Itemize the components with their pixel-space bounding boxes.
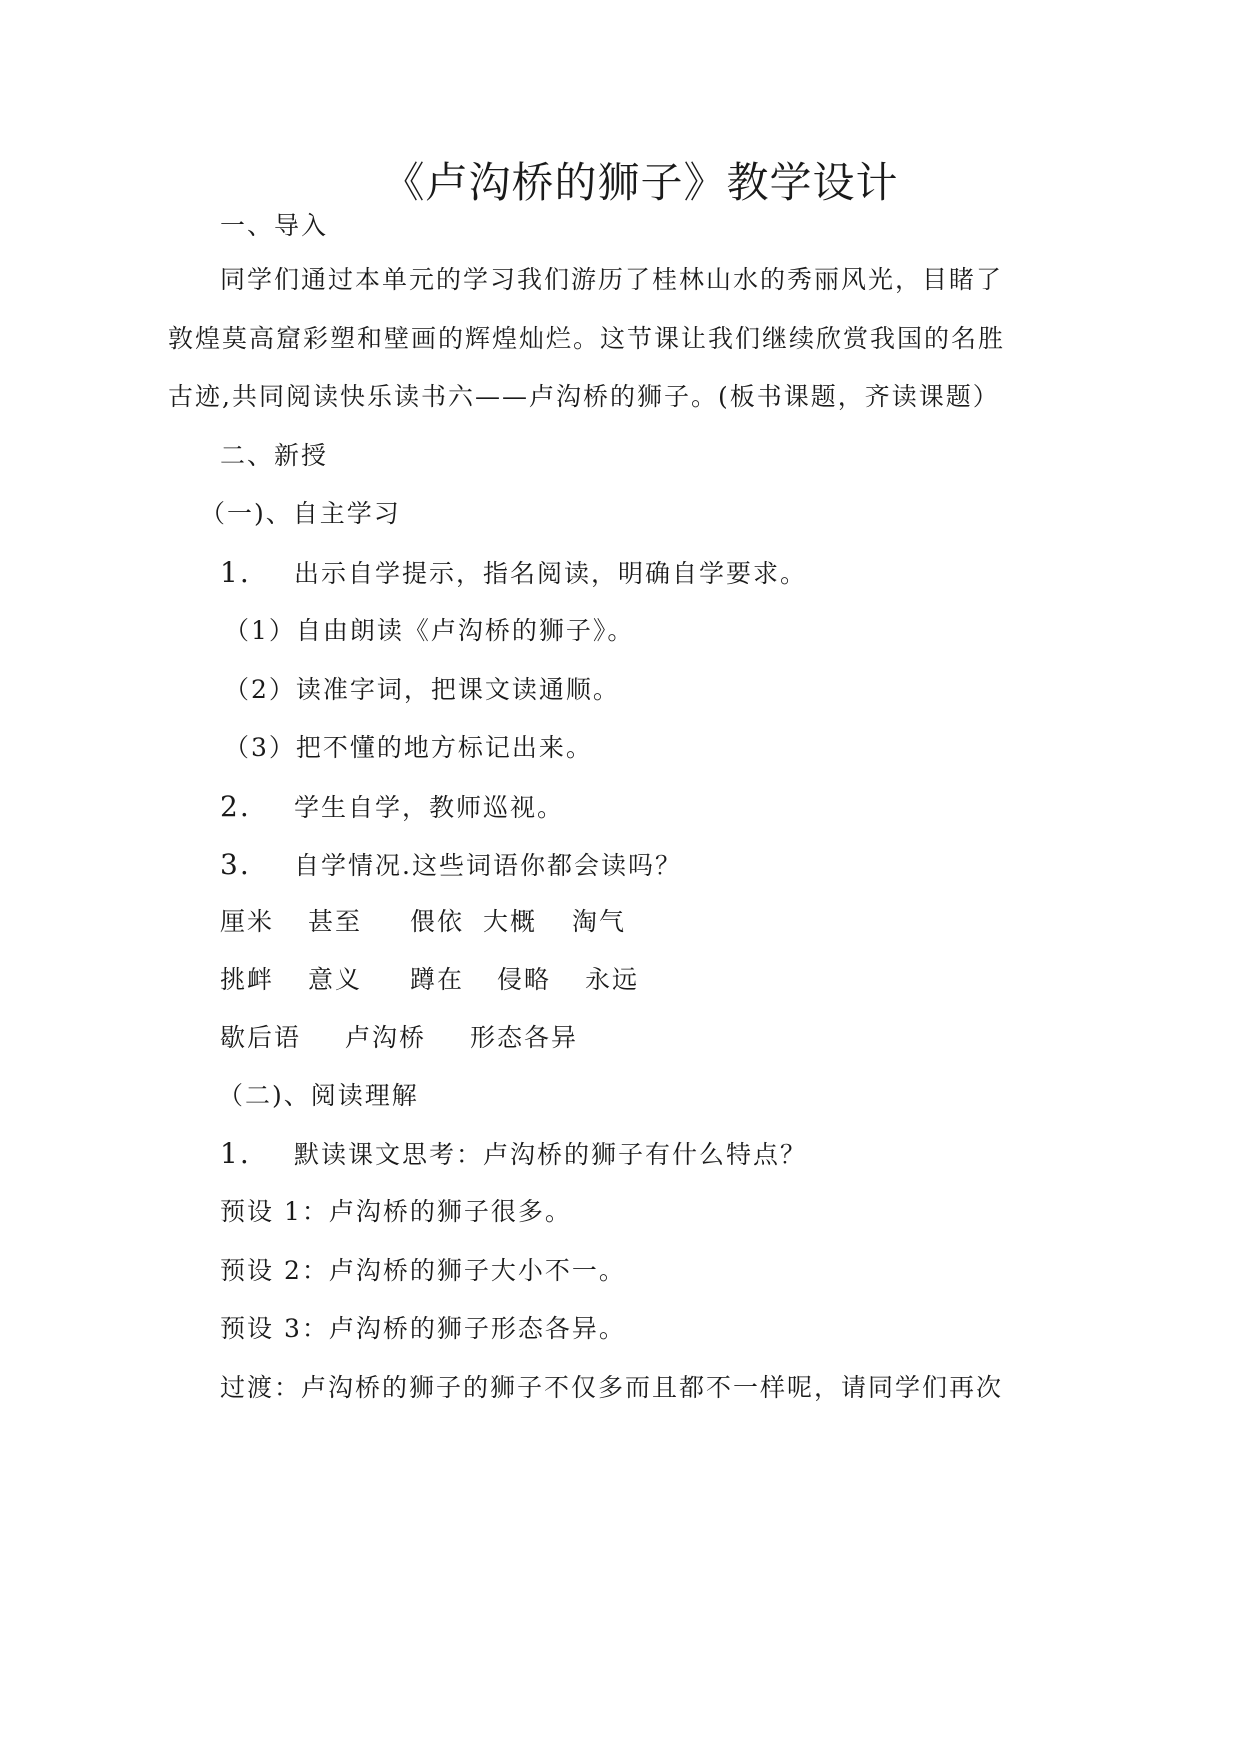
section-heading-new-lesson: 二、新授 <box>220 441 329 470</box>
vocab-row-2 <box>220 963 820 997</box>
vocab-word: 侵略 <box>497 965 552 994</box>
step-3-text: 自学情况.这些词语你都会读吗？ <box>294 851 682 880</box>
vocab-row-1 <box>220 905 820 939</box>
subsection-heading-self-study: （一)、自主学习 <box>200 499 401 528</box>
step-1 <box>220 556 807 591</box>
reading-step-1 <box>220 1137 807 1172</box>
vocab-word: 歇后语 <box>220 1023 302 1052</box>
vocab-word: 厘米 <box>220 907 275 936</box>
step-3-number: 3. <box>220 848 251 881</box>
requirement-2: （2）读准字词，把课文读通顺。 <box>224 675 620 704</box>
document-title: 《卢沟桥的狮子》教学设计 <box>382 158 899 207</box>
vocab-word: 甚至 <box>308 907 363 936</box>
intro-paragraph-line-3: 古迹,共同阅读快乐读书六——卢沟桥的狮子。(板书课题，齐读课题） <box>168 382 1000 411</box>
reading-step-1-number: 1. <box>220 1137 251 1170</box>
reading-step-1-text: 默读课文思考：卢沟桥的狮子有什么特点？ <box>294 1140 808 1169</box>
requirement-3: （3）把不懂的地方标记出来。 <box>224 733 593 762</box>
vocab-word: 挑衅 <box>220 965 275 994</box>
requirement-1: （1）自由朗读《卢沟桥的狮子》。 <box>224 616 635 645</box>
vocab-row-3 <box>220 1021 820 1055</box>
preset-answer-2: 预设 2：卢沟桥的狮子大小不一。 <box>220 1256 626 1285</box>
step-2-number: 2. <box>220 790 251 823</box>
step-2-text: 学生自学，教师巡视。 <box>294 793 565 822</box>
transition-text: 过渡：卢沟桥的狮子的狮子不仅多而且都不一样呢，请同学们再次 <box>220 1373 1004 1402</box>
vocab-word: 偎依 <box>410 907 465 936</box>
intro-paragraph-line-2: 敦煌莫高窟彩塑和壁画的辉煌灿烂。这节课让我们继续欣赏我国的名胜 <box>168 324 1006 353</box>
vocab-word: 蹲在 <box>410 965 465 994</box>
preset-answer-1: 预设 1：卢沟桥的狮子很多。 <box>220 1197 572 1226</box>
vocab-word: 永远 <box>585 965 640 994</box>
step-3 <box>220 848 682 883</box>
vocab-word: 大概 <box>483 907 538 936</box>
vocab-word: 形态各异 <box>470 1023 579 1052</box>
vocab-word: 卢沟桥 <box>345 1023 427 1052</box>
subsection-heading-reading: （二)、阅读理解 <box>218 1081 419 1110</box>
intro-paragraph-line-1: 同学们通过本单元的学习我们游历了桂林山水的秀丽风光，目睹了 <box>220 265 1004 294</box>
step-1-number: 1. <box>220 556 251 589</box>
vocab-word: 意义 <box>308 965 363 994</box>
vocab-word: 淘气 <box>572 907 627 936</box>
preset-answer-3: 预设 3：卢沟桥的狮子形态各异。 <box>220 1314 626 1343</box>
section-heading-intro: 一、导入 <box>220 211 329 240</box>
step-2 <box>220 790 564 825</box>
step-1-text: 出示自学提示，指名阅读，明确自学要求。 <box>294 559 808 588</box>
